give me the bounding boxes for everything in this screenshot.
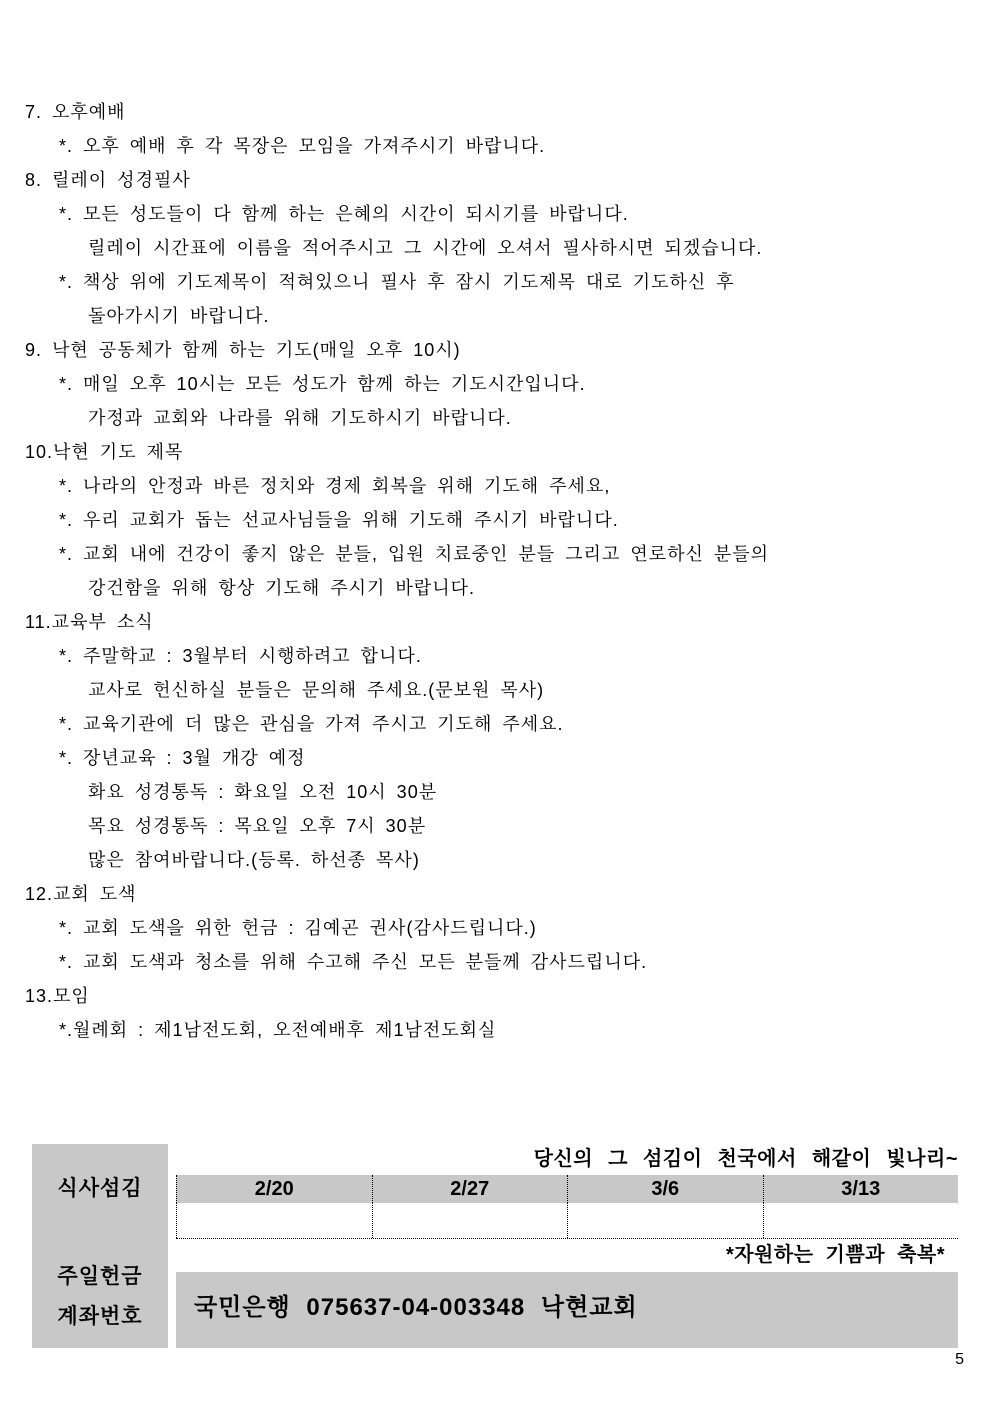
notice-line: 돌아가시기 바랍니다. — [88, 306, 270, 326]
notice-line: *. 매일 오후 10시는 모든 성도가 함께 하는 기도시간입니다. — [59, 374, 586, 394]
notice-line: *. 모든 성도들이 다 함께 하는 은혜의 시간이 되시기를 바랍니다. — [59, 204, 629, 224]
notice-line: 릴레이 시간표에 이름을 적어주시고 그 시간에 오셔서 필사하시면 되겠습니다. — [88, 238, 763, 258]
notice-line: *. 주말학교 : 3월부터 시행하려고 합니다. — [59, 646, 422, 666]
notice-line: 12.교회 도색 — [25, 884, 137, 904]
notice-line: 강건함을 위해 항상 기도해 주시기 바랍니다. — [88, 578, 475, 598]
notice-line: 9. 낙현 공동체가 함께 하는 기도(매일 오후 10시) — [25, 340, 461, 360]
table-right-area — [176, 1144, 958, 1348]
serving-table — [32, 1144, 958, 1348]
page-number: 5 — [955, 1351, 964, 1368]
notice-line: 많은 참여바랍니다.(등록. 하선종 목사) — [88, 850, 420, 870]
notice-line: 목요 성경통독 : 목요일 오후 7시 30분 — [88, 816, 427, 836]
meal-serving-label: 식사섬김 — [57, 1177, 143, 1200]
notice-line: *. 교회 도색과 청소를 위해 수고해 주신 모든 분들께 감사드립니다. — [59, 952, 648, 972]
notice-line: 8. 릴레이 성경필사 — [25, 170, 191, 190]
serving-name-cell — [372, 1203, 568, 1238]
date-cell: 2/27 — [372, 1175, 568, 1203]
notice-line: 교사로 헌신하실 분들은 문의해 주세요.(문보원 목사) — [88, 680, 545, 700]
serving-name-row — [176, 1203, 958, 1239]
bank-account-row — [176, 1272, 958, 1348]
notice-line: *. 나라의 안정과 바른 정치와 경제 회복을 위해 기도해 주세요, — [59, 476, 611, 496]
notice-line: 7. 오후예배 — [25, 102, 126, 122]
notice-line: 화요 성경통독 : 화요일 오전 10시 30분 — [88, 782, 438, 802]
offering-account-label-line1: 주일헌금 — [57, 1265, 143, 1288]
notice-line: *. 오후 예배 후 각 목장은 모임을 가져주시기 바랍니다. — [59, 136, 546, 156]
serving-name-cell — [567, 1203, 763, 1238]
date-header-row — [176, 1175, 958, 1203]
offering-account-label-line2: 계좌번호 — [57, 1305, 143, 1328]
notice-list — [0, 95, 992, 1047]
notice-line: *. 장년교육 : 3월 개강 예정 — [59, 748, 306, 768]
notice-line: *. 교회 도색을 위한 헌금 : 김예곤 권사(감사드립니다.) — [59, 918, 537, 938]
notice-line: 가정과 교회와 나라를 위해 기도하시기 바랍니다. — [88, 408, 512, 428]
table-label-column — [32, 1144, 168, 1348]
notice-line: *. 교육기관에 더 많은 관심을 가져 주시고 기도해 주세요. — [59, 714, 564, 734]
bank-account-text: 국민은행 075637-04-003348 낙현교회 — [194, 1294, 638, 1321]
notice-line: 10.낙현 기도 제목 — [25, 442, 184, 462]
serving-slogan: 당신의 그 섬김이 천국에서 해같이 빛나리~ — [533, 1148, 958, 1170]
serving-name-cell — [763, 1203, 959, 1238]
notice-line: *. 책상 위에 기도제목이 적혀있으니 필사 후 잠시 기도제목 대로 기도하신 후 — [59, 272, 735, 292]
notice-line: 11.교육부 소식 — [25, 612, 154, 632]
offering-note: *자원하는 기쁨과 축복* — [725, 1244, 945, 1266]
notice-line: *. 우리 교회가 돕는 선교사님들을 위해 기도해 주시기 바랍니다. — [59, 510, 619, 530]
notice-line: 13.모임 — [25, 986, 90, 1006]
notice-line: *.월례회 : 제1남전도회, 오전예배후 제1남전도회실 — [59, 1020, 497, 1040]
serving-name-cell — [176, 1203, 372, 1238]
notice-line: *. 교회 내에 건강이 좋지 않은 분들, 입원 치료중인 분들 그리고 연로하신 분들의 — [59, 544, 770, 564]
date-cell: 3/13 — [763, 1175, 959, 1203]
date-cell: 2/20 — [176, 1175, 372, 1203]
offering-account-label — [32, 1257, 168, 1337]
date-cell: 3/6 — [567, 1175, 763, 1203]
